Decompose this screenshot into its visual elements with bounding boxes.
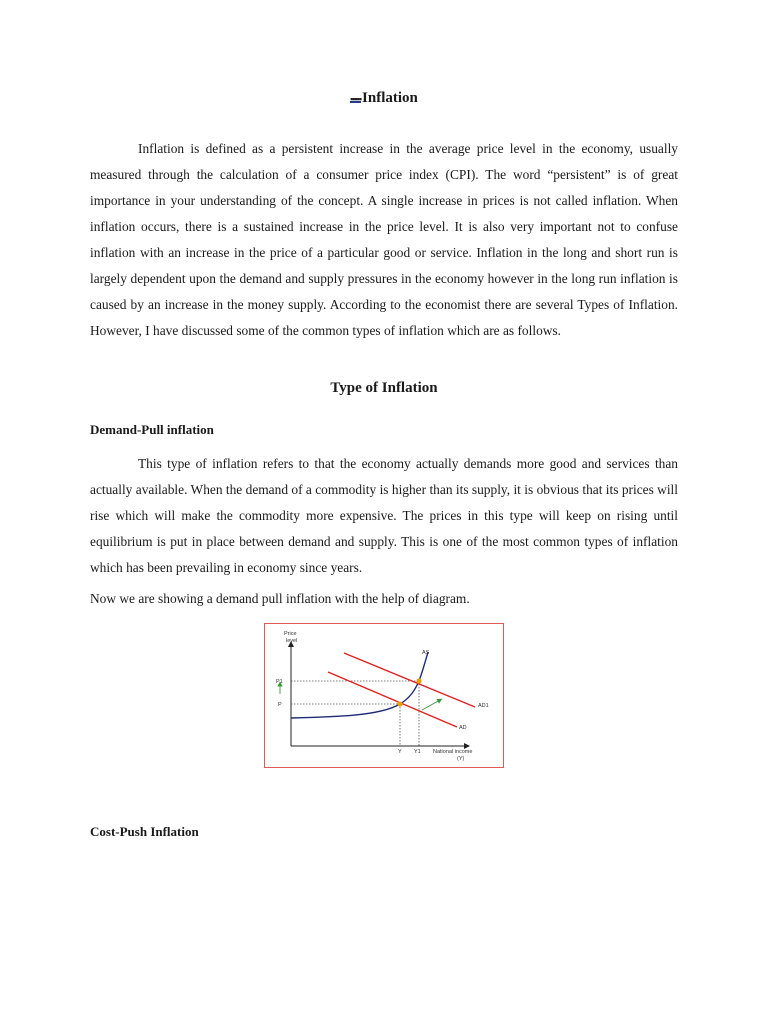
page-title-text: Inflation: [362, 90, 418, 106]
equilibrium-point-initial: [397, 701, 402, 706]
intro-paragraph: Inflation is defined as a persistent increase in the average price level in the economy, usually measured through the calculation of a consumer price index (CPI). The word “persistent” is of great importance in your understanding of the concept. A single increase in prices is not called inflation. When inflation occurs, there is a sustained increase in the price level. It is also very important not to confuse inflation with an increase in the price of a particular good or service. Inflation in the long and short run is largely dependent upon the demand and supply pressures in the economy however in the long run inflation is caused by an increase in the money supply. According to the economist there are several Types of Inflation. However, I have discussed some of the common types of inflation which are as follows.: [90, 141, 678, 338]
y-axis-label-line1: Price: [284, 631, 297, 637]
demand-pull-paragraph: This type of inflation refers to that the economy actually demands more good and services than actually available. When the demand of a commodity is higher than its supply, it is obvious that its prices will rise which will make the commodity more expensive. The prices in this type will keep on rising until equilibrium is put in place between demand and supply. This is one of the most common types of inflation which has been prevailing in economy since years.: [90, 456, 678, 575]
p-label: P: [278, 702, 282, 708]
equilibrium-point-new: [416, 678, 421, 683]
cost-push-heading: Cost-Push Inflation: [90, 824, 199, 839]
y-tick-label: Y: [398, 749, 402, 755]
ad1-line: [344, 653, 475, 707]
demand-shift-arrow: [422, 700, 440, 710]
y-axis-label-line2: level: [286, 638, 298, 644]
as-label: AS: [422, 650, 430, 656]
page-title: [0, 90, 768, 107]
ad-line: [328, 672, 457, 727]
demand-pull-diagram: [264, 623, 504, 768]
diagram-intro-line: Now we are showing a demand pull inflation with the help of diagram.: [90, 591, 470, 606]
x-axis-label-line2: (Y): [457, 756, 465, 762]
title-marker: ▪▪▪▪▪: [350, 94, 362, 104]
ad-label: AD: [459, 725, 467, 731]
demand-pull-heading: Demand-Pull inflation: [90, 422, 214, 437]
diagram-svg: [265, 624, 503, 767]
section-title: Type of Inflation: [330, 380, 438, 396]
p1-label: P1: [276, 679, 283, 685]
ad1-label: AD1: [478, 703, 489, 709]
x-axis-label-line1: National income: [433, 749, 473, 755]
y1-tick-label: Y1: [414, 749, 421, 755]
